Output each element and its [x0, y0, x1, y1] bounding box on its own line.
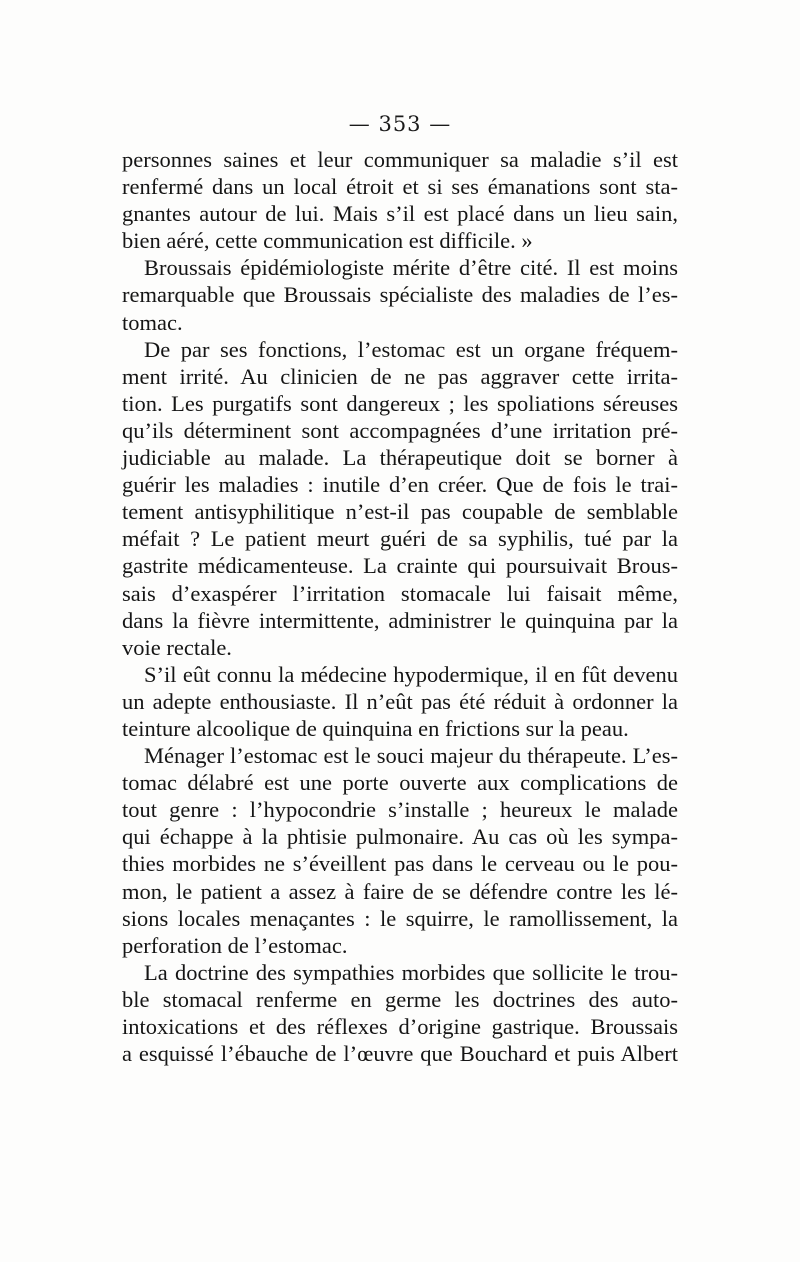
text-line: S’il eût connu la médecine hypodermique, il en fût devenu	[144, 661, 678, 687]
text-line: Broussais épidémiologiste mérite d’être cité. Il est moins	[144, 255, 678, 281]
text-line: mon, le patient a assez à faire de se défendre contre les lé-	[122, 878, 678, 904]
text-line: thies morbides ne s’éveillent pas dans le cerveau ou le pou-	[122, 851, 678, 877]
text-line: remarquable que Broussais spécialiste des maladies de l’es-	[122, 282, 678, 308]
text-line: ble stomacal renferme en germe les doctrines des auto-	[122, 986, 678, 1012]
text-line: un adepte enthousiaste. Il n’eût pas été réduit à ordonner la	[122, 688, 678, 714]
text-line: Ménager l’estomac est le souci majeur du thérapeute. L’es-	[144, 743, 678, 769]
body-text	[122, 146, 678, 1067]
text-line: sais d’exaspérer l’irritation stomacale lui faisait même,	[122, 580, 678, 606]
text-line: judiciable au malade. La thérapeutique doit se borner à	[122, 445, 678, 471]
text-line: qu’ils déterminent sont accompagnées d’une irritation pré-	[122, 417, 678, 443]
text-line: voie rectale.	[122, 634, 232, 660]
text-line: gnantes autour de lui. Mais s’il est placé dans un lieu sain,	[122, 201, 678, 227]
text-line: qui échappe à la phtisie pulmonaire. Au cas où les sympa-	[122, 824, 678, 850]
text-line: tion. Les purgatifs sont dangereux ; les spoliations séreuses	[122, 390, 678, 416]
text-line: La doctrine des sympathies morbides que sollicite le trou-	[144, 959, 678, 985]
text-line: tement antisyphilitique n’est-il pas coupable de semblable	[122, 499, 678, 525]
text-line: personnes saines et leur communiquer sa maladie s’il est	[122, 147, 678, 172]
text-line: tomac délabré est une porte ouverte aux complications de	[122, 770, 678, 796]
text-line: a esquissé l’ébauche de l’œuvre que Bouchard et puis Albert	[122, 1041, 678, 1067]
text-line: dans la fièvre intermittente, administrer le quinquina par la	[122, 607, 678, 633]
text-line: méfait ? Le patient meurt guéri de sa syphilis, tué par la	[122, 526, 678, 552]
text-line: tomac.	[122, 309, 183, 335]
text-line: renfermé dans un local étroit et si ses émanations sont sta-	[122, 174, 678, 200]
text-line: intoxications et des réflexes d’origine gastrique. Broussais	[122, 1014, 678, 1039]
page-number: — 353 —	[348, 112, 452, 136]
text-line: gastrite médicamenteuse. La crainte qui poursuivait Brous-	[122, 553, 678, 579]
text-line: sions locales menaçantes : le squirre, le ramollissement, la	[122, 905, 678, 931]
text-line: perforation de l’estomac.	[122, 932, 348, 958]
text-line: bien aéré, cette communication est difficile. »	[122, 228, 533, 254]
text-line: ment irrité. Au clinicien de ne pas aggraver cette irrita-	[122, 363, 678, 389]
text-line: guérir les maladies : inutile d’en créer. Que de fois le trai-	[122, 472, 678, 498]
text-line: teinture alcoolique de quinquina en frictions sur la peau.	[122, 715, 629, 741]
text-line: De par ses fonctions, l’estomac est un organe fréquem-	[144, 336, 678, 362]
text-line: tout genre : l’hypocondrie s’installe ; heureux le malade	[122, 797, 678, 823]
